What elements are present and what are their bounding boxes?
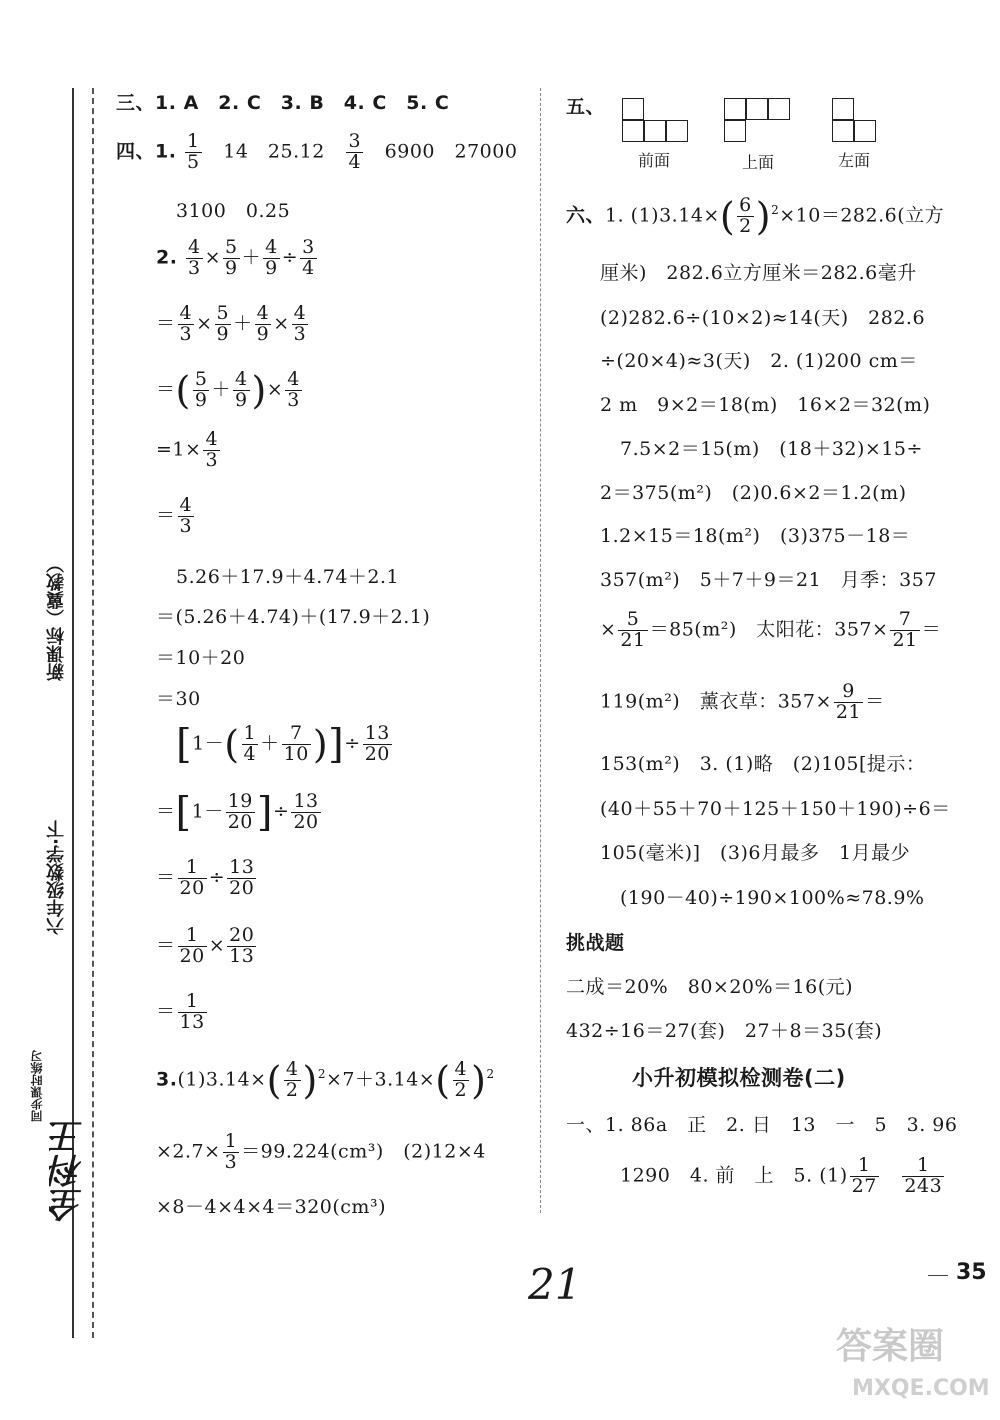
section-6-line6: 7.5×2＝15(m) (18＋32)×15÷ — [620, 438, 923, 460]
column-divider — [540, 88, 541, 1213]
section-6-line1: 六、1. (1)3.14×( $\frac{6}{2}$ )$^2$×10＝282.6(立方 — [566, 194, 945, 239]
question-3-line3: ×8－4×4×4＝320(cm³) — [156, 1196, 386, 1218]
calc-step-1: ＝ $\frac{4}{3}$ × $\frac{5}{9}$ ＋ $\frac{4}{9}$ × $\frac{4}{3}$ — [156, 302, 307, 345]
top-view-diagram — [724, 98, 796, 146]
top-view-label: 上面 — [742, 153, 775, 172]
mock-exam-title: 小升初模拟检测卷(二) — [632, 1066, 846, 1090]
calc-step-6: ＝10＋20 — [156, 647, 246, 669]
section-3-answers: 三、1. A 2. C 3. B 4. C 5. C — [116, 92, 450, 114]
calc-step-4: ＝ $\frac{4}{3}$ — [156, 494, 193, 537]
section-6-line2: 厘米) 282.6立方厘米＝282.6毫升 — [600, 262, 917, 284]
section-6-line5: 2 m 9×2＝18(m) 16×2＝32(m) — [600, 394, 931, 416]
challenge-title: 挑战题 — [566, 932, 625, 954]
spine-brand-sub: 同步课时练习 — [30, 1050, 44, 1122]
mock-exam-line1: 一、1. 86a 正 2. 日 13 一 5 3. 96 — [566, 1114, 958, 1136]
calc-step-8: ＝[1－ $\frac{19}{20}$ ]÷ $\frac{13}{20}$ — [156, 789, 319, 836]
calc-step-10: ＝ $\frac{1}{20}$ × $\frac{20}{13}$ — [156, 924, 255, 967]
spine-brand-logo: 全科王 — [49, 1120, 89, 1222]
section-5-label: 五、 — [566, 96, 606, 118]
section-6-line4: ÷(20×4)≈3(天) 2. (1)200 cm＝ — [600, 350, 918, 372]
calc-expression-1: 2. $\frac{4}{3}$ × $\frac{5}{9}$ ＋ $\frac{4}{9}$ ÷ $\frac{3}{4}$ — [156, 236, 315, 279]
section-6-line14: 105(毫米)] (3)6月最多 1月最少 — [600, 842, 911, 864]
calc-step-3: =1× $\frac{4}{3}$ — [156, 428, 219, 471]
front-view-diagram — [622, 98, 694, 146]
calc-step-5: ＝(5.26＋4.74)＋(17.9＋2.1) — [156, 606, 431, 628]
calc-step-7: ＝30 — [156, 688, 201, 710]
challenge-line1: 二成＝20% 80×20%＝16(元) — [566, 976, 854, 998]
section-6-line10: × $\frac{5}{21}$ ＝85(m²) 太阳花：357× $\frac{7}{21}$ ＝ — [600, 608, 942, 651]
site-brand-logo: 答案圈 — [836, 1326, 945, 1367]
section-6-line9: 357(m²) 5＋7＋9＝21 月季：357 — [600, 569, 937, 591]
calc-expression-3: [1－( $\frac{1}{4}$ ＋ $\frac{7}{10}$ )]÷ $\frac{13}{20}$ — [176, 721, 390, 768]
section-6-line15: (190－40)÷190×100%≈78.9% — [620, 887, 925, 909]
challenge-line2: 432÷16＝27(套) 27＋8＝35(套) — [566, 1020, 883, 1042]
left-view-diagram — [832, 98, 880, 146]
handwritten-number: 21 — [528, 1260, 582, 1309]
calc-step-2: ＝( $\frac{5}{9}$ ＋ $\frac{4}{9}$ )× $\frac{4}{3}$ — [156, 368, 300, 413]
question-3-line2: ×2.7× $\frac{1}{3}$ ＝99.224(cm³) (2)12×4 — [156, 1130, 486, 1173]
section-6-line12: 153(m²) 3. (1)略 (2)105[提示： — [600, 753, 926, 775]
section-4-q1: 四、1. $\frac{1}{5}$ 14 25.12 $\frac{3}{4}$ 6900 27000 — [116, 130, 518, 173]
section-6-line8: 1.2×15＝18(m²) (3)375－18＝ — [600, 525, 911, 547]
calc-expression-2: 5.26＋17.9＋4.74＋2.1 — [176, 566, 400, 588]
question-3-line1: 3.(1)3.14×( $\frac{4}{2}$ )$^2$×7＋3.14×( $\frac{4}{2}$ )$^2$ — [156, 1058, 495, 1103]
mock-exam-line2: 1290 4. 前 上 5. (1) $\frac{1}{27}$ $\frac{1}{243}$ — [620, 1154, 943, 1197]
section-6-line13: (40＋55＋70＋125＋150＋190)÷6＝ — [600, 798, 951, 820]
left-view-label: 左面 — [838, 151, 871, 170]
section-6-line11: 119(m²) 薰衣草：357× $\frac{9}{21}$ ＝ — [600, 680, 885, 723]
site-url: MXQE.COM — [852, 1376, 990, 1401]
calc-step-11: ＝ $\frac{1}{13}$ — [156, 990, 205, 1033]
front-view-label: 前面 — [638, 151, 671, 170]
section-6-line7: 2＝375(m²) (2)0.6×2＝1.2(m) — [600, 482, 907, 504]
spine-grade: 六年级数学·下 — [46, 820, 67, 935]
section-6-line3: (2)282.6÷(10×2)≈14(天) 282.6 — [600, 307, 926, 329]
page-number: 35 — [956, 1260, 987, 1285]
calc-step-9: ＝ $\frac{1}{20}$ ÷ $\frac{13}{20}$ — [156, 856, 255, 899]
section-4-q1-line2: 3100 0.25 — [176, 200, 291, 222]
spine-edition: 新课标（冀教） — [46, 555, 67, 681]
footer-dash — [928, 1275, 948, 1276]
